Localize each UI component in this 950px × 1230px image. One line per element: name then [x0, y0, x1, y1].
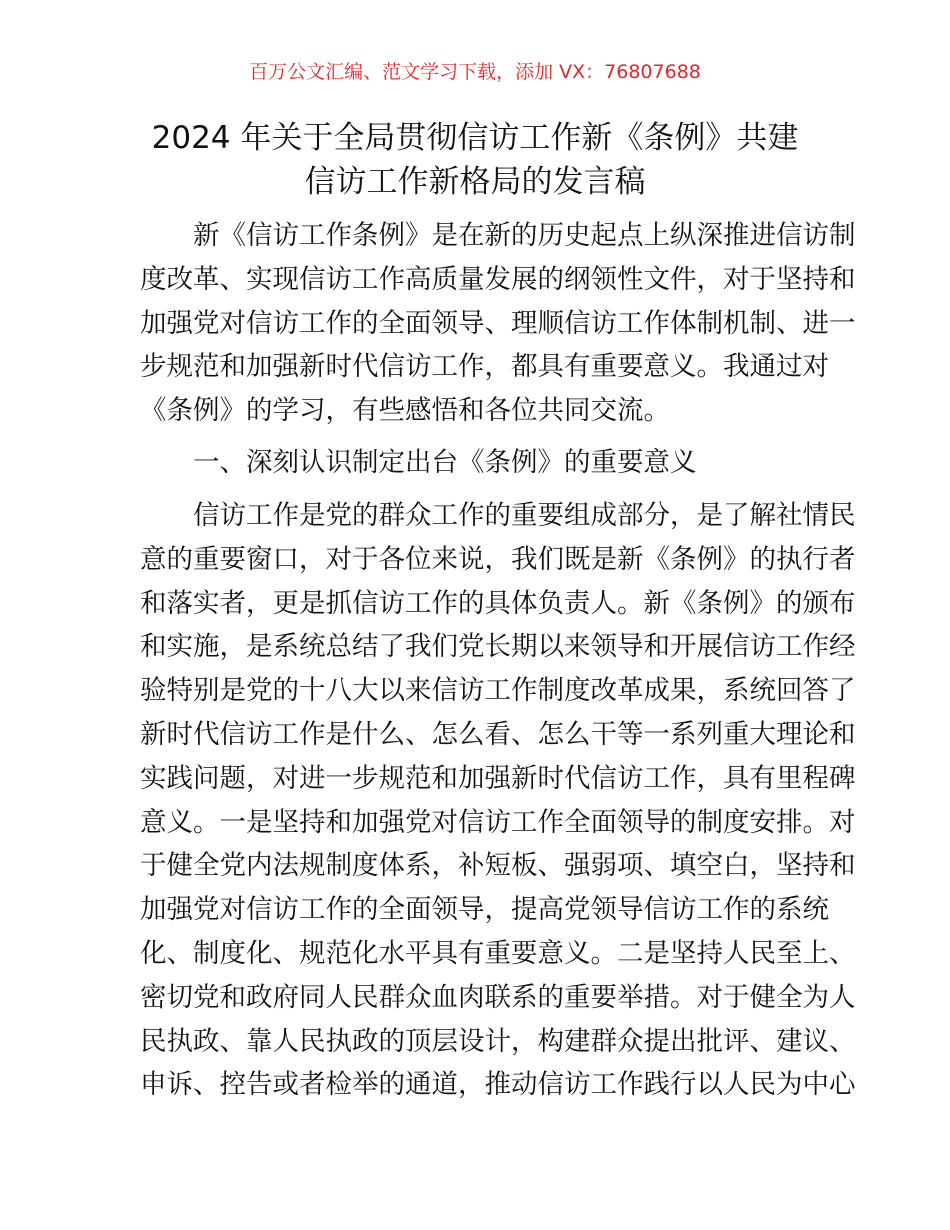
text-line: 和落实者，更是抓信访工作的具体负责人。新《条例》的颁布 — [140, 587, 856, 619]
text-line: 信访工作是党的群众工作的重要组成部分，是了解社情民 — [193, 500, 856, 531]
text-line: 于健全党内法规制度体系，补短板、强弱项、填空白，坚持和 — [140, 850, 856, 882]
paragraph-intro — [140, 214, 856, 433]
title-line: 信访工作新格局的发言稿 — [304, 164, 646, 200]
section-heading — [140, 441, 812, 485]
heading-text: 一、深刻认识制定出台《条例》的重要意义 — [193, 447, 697, 478]
text-line: 实践问题，对进一步规范和加强新时代信访工作，具有里程碑 — [140, 762, 856, 794]
text-line: 加强党对信访工作的全面领导、理顺信访工作体制机制、进一 — [140, 307, 856, 339]
title-line: 2024 年关于全局贯彻信访工作新《条例》共建 — [151, 120, 799, 156]
text-line: 新《信访工作条例》是在新的历史起点上纵深推进信访制 — [193, 220, 856, 251]
text-line: 《条例》的学习，有些感悟和各位共同交流。 — [140, 395, 670, 427]
text-line: 意义。一是坚持和加强党对信访工作全面领导的制度安排。对 — [140, 806, 856, 838]
document-title — [0, 116, 950, 204]
text-line: 申诉、控告或者检举的通道，推动信访工作践行以人民为中心 — [140, 1069, 856, 1101]
text-line: 意的重要窗口，对于各位来说，我们既是新《条例》的执行者 — [140, 543, 856, 575]
text-line: 密切党和政府同人民群众血肉联系的重要举措。对于健全为人 — [140, 981, 856, 1013]
text-line: 新时代信访工作是什么、怎么看、怎么干等一系列重大理论和 — [140, 718, 856, 750]
text-line: 和实施，是系统总结了我们党长期以来领导和开展信访工作经 — [140, 631, 856, 663]
text-line: 步规范和加强新时代信访工作，都具有重要意义。我通过对 — [140, 351, 829, 383]
text-line: 度改革、实现信访工作高质量发展的纲领性文件，对于坚持和 — [140, 263, 856, 295]
watermark-banner: 百万公文汇编、范文学习下载，添加 VX：76807688 — [249, 61, 701, 83]
text-line: 民执政、靠人民执政的顶层设计，构建群众提出批评、建议、 — [140, 1025, 856, 1057]
text-line: 化、制度化、规范化水平具有重要意义。二是坚持人民至上、 — [140, 937, 856, 969]
text-line: 验特别是党的十八大以来信访工作制度改革成果，系统回答了 — [140, 675, 856, 707]
paragraph-significance — [140, 494, 856, 1107]
text-line: 加强党对信访工作的全面领导，提高党领导信访工作的系统 — [140, 894, 829, 926]
